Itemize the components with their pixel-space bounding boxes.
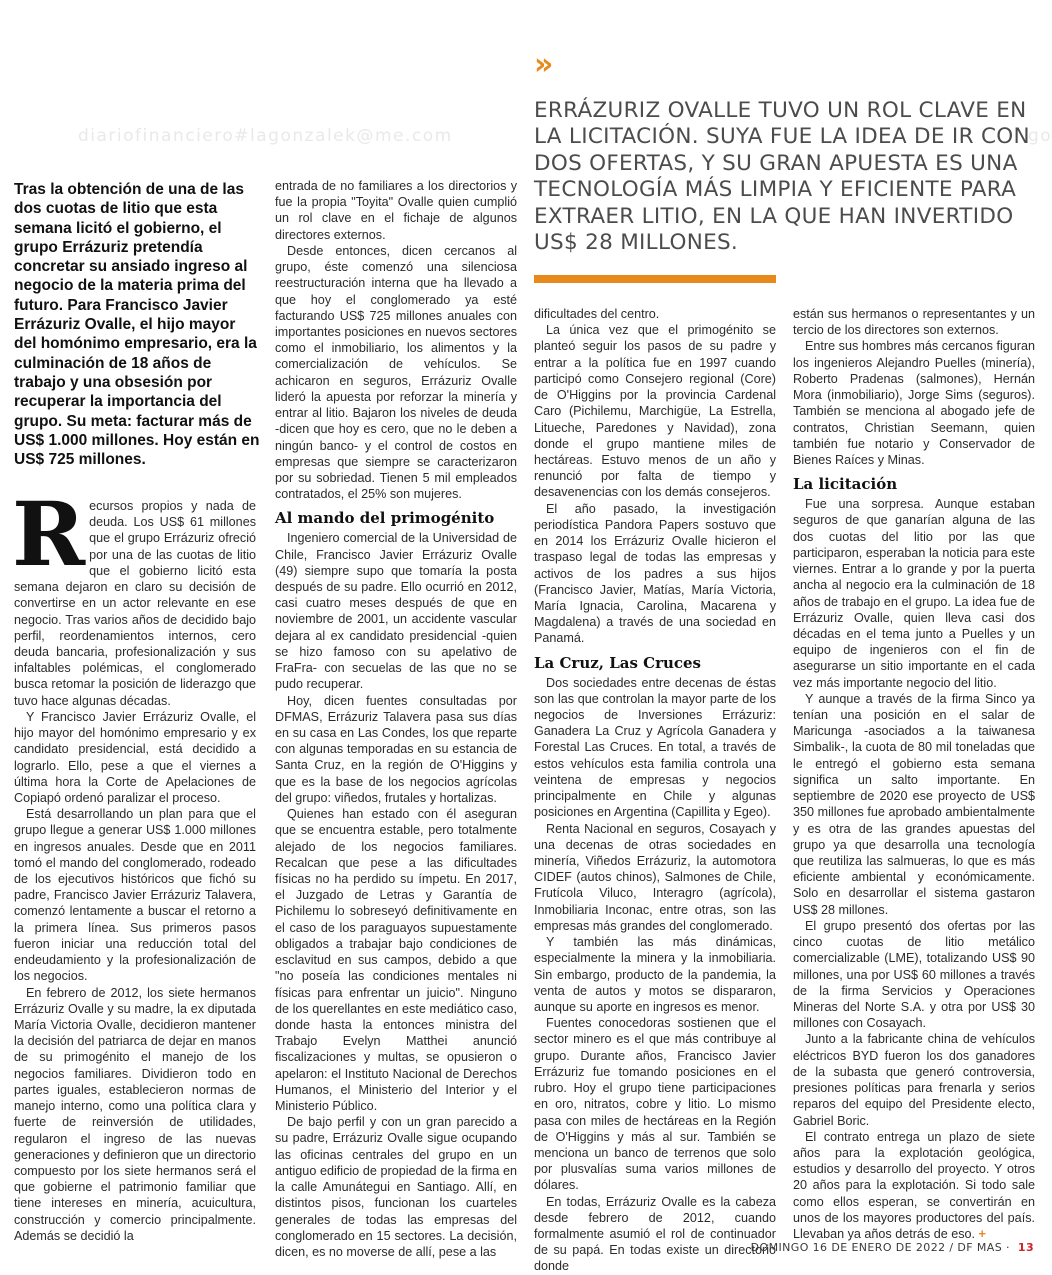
section-heading: La licitación: [793, 475, 898, 494]
paragraph: En todas, Errázuriz Ovalle es la cabeza desde febrero de 2012, cuando formalmente asumió el rol de continuador de su papá. En todas existe un directorio donde: [534, 1194, 776, 1274]
article-column-4: [793, 306, 1035, 1242]
paragraph: Y también las más dinámicas, especialmente la minera y la inmobiliaria. Sin embargo, producto de la pandemia, la venta de autos y motos se dispararon, aunque su aporte en ingresos es menor.: [534, 935, 776, 1014]
paragraph: Ingeniero comercial de la Universidad de Chile, Francisco Javier Errázuriz Ovalle (49) siempre supo que tomaría la posta después de su padre. Ello ocurrió en 2012, casi cuatro meses después de que en noviembre de 2001, un accidente vascular dejara al ex candidato presidencial -quien se hizo famoso con su apelativo de FraFra- con secuelas de las que no se pudo recuperar.: [275, 531, 517, 692]
paragraph: Fuentes conocedoras sostienen que el sector minero es el que más contribuye al grupo. Durante años, Francisco Javier Errázuriz fue tomando posiciones en el rubro. Hoy el grupo tiene participaciones en oro, nitratos, cobre y litio. Lo mismo pasa con miles de hectáreas en la Región de O'Higgins y más al sur. También se menciona un banco de terrenos que solo por plusvalías suma varios millones de dólares.: [534, 1016, 776, 1193]
paragraph: Junto a la fabricante china de vehículos eléctricos BYD fueron los dos ganadores de la subasta que generó controversia, presiones políticas para frenarla y serios reparos del equipo del Presidente electo, Gabriel Boric.: [793, 1032, 1035, 1128]
page-footer: [751, 1241, 1034, 1254]
watermark: diariofinanciero#lagonzalek@me.com: [78, 126, 453, 146]
paragraph-text: ecursos propios y nada de deuda. Los US$ 61 millones que el grupo Errázuriz ofreció por una de las cuotas de litio que el gobierno licitó esta semana dejaron en claro su decisión de convertirse en un actor relevante en ese negocio. Tras varios años de decidido bajo perfil, reordenamientos internos, cero deuda bancaria, profesionalización y sus infaltables polémicas, el conglomerado busca retomar la posición de liderazgo que tuvo hace algunas décadas.: [14, 499, 256, 708]
double-chevron-icon: »: [534, 47, 548, 82]
paragraph: están sus hermanos o representantes y un tercio de los directores son externos.: [793, 307, 1035, 338]
paragraph: Quienes han estado con él aseguran que se encuentra estable, pero totalmente alejado de los negocios familiares. Recalcan que pese a las dificultades físicas no ha perdido su ímpetu. En 2017, el Juzgado de Letras y Garantía de Pichilemu lo sobreseyó definitivamente en el caso de los paraguayos supuestamente obligados a trabajar bajo condiciones de esclavitud en sus campos, debido a que "no poseía las condiciones mentales ni físicas para enfrentar un juicio". Ninguno de los querellantes en este mediático caso, donde hasta la entonces ministra del Trabajo Evelyn Matthei anunció fiscalizaciones y multas, se opusieron o apelaron: el Instituto Nacional de Derechos Humanos, el Ministerio del Interior y el Ministerio Público.: [275, 807, 517, 1114]
paragraph: Y Francisco Javier Errázuriz Ovalle, el hijo mayor del homónimo empresario y ex candidato presidencial, está decidido a lograrlo. Ello, pese a que el viernes a última hora la Corte de Apelaciones de Copiapó ordenó paralizar el proceso.: [14, 709, 256, 805]
watermark-fragment: go: [1028, 126, 1052, 146]
paragraph: Hoy, dicen fuentes consultadas por DFMAS, Errázuriz Talavera pasa sus días en su casa en Las Condes, los que reparte con algunas temporadas en su estancia de Santa Cruz, en la región de O'Higgins y que es la base de los negocios agrícolas del grupo: viñedos, frutales y hortalizas.: [275, 693, 517, 805]
pull-quote-bar: [534, 275, 776, 283]
paragraph: entrada de no familiares a los directorios y fue la propia "Toyita" Ovalle quien cumplió un rol clave en el fichaje de algunos directores externos.: [275, 179, 517, 242]
article-column-3: [534, 306, 776, 1274]
paragraph: [793, 1129, 1035, 1243]
paragraph: Entre sus hombres más cercanos figuran los ingenieros Alejandro Puelles (minería), Roberto Pradenas (salmones), Hernán Mora (inmobiliario), Jorge Sims (seguros). También se menciona al abogado jefe de contratos, Christian Seemann, quien también fue notario y Conservador de Bienes Raíces y Minas.: [793, 339, 1035, 467]
drop-cap: R: [12, 482, 86, 586]
section-heading: Al mando del primogénito: [275, 509, 495, 528]
paragraph: Y aunque a través de la firma Sinco ya tenían una posición en el salar de Maricunga -asociados a la taiwanesa Simbalik-, la cuota de 80 mil toneladas que le entregó el gobierno esta semana significa un salto importante. En septiembre de 2020 ese proyecto de US$ 350 millones fue aprobado ambientalmente y es otra de las grandes apuestas del grupo ya que desarrolla una tecnología que reutiliza las salmueras, lo que es más eficiente ambiental y económicamente. Solo en desarrollar el sistema gastaron US$ 28 millones.: [793, 691, 1035, 917]
paragraph: dificultades del centro.: [534, 307, 660, 321]
pull-quote: ERRÁZURIZ OVALLE TUVO UN ROL CLAVE EN LA LICITACIÓN. SUYA FUE LA IDEA DE IR CON DOS OFERTAS, Y SU GRAN APUESTA ES UNA TECNOLOGÍA MÁS LIMPIA Y EFICIENTE PARA EXTRAER LITIO, EN LA QUE HAN INVERTIDO US$ 28 MILLONES.: [534, 98, 1030, 256]
paragraph: Fue una sorpresa. Aunque estaban seguros de que ganarían alguna de las dos cuotas del litio por las que participaron, esperaban la noticia para este viernes. Entrar a lo grande y por la puerta ancha al negocio era la culminación de 18 años de trabajo en el grupo. La idea fue de Errázuriz Ovalle, quien lleva casi dos décadas en el tema junto a Puelles y un equipo de ingenieros con el fin de asegurarse un sitio importante en el cada vez más importante negocio del litio.: [793, 497, 1035, 690]
page-number: 13: [1017, 1241, 1034, 1254]
paragraph: Desde entonces, dicen cercanos al grupo, éste comenzó una silenciosa reestructuración interna que ha llevado a que hoy el conglomerado ya esté facturando US$ 725 millones anuales con importantes posiciones en nuevos sectores como el inmobiliario, los alimentos y la comercialización de vehículos. Se achicaron en seguros, Errázuriz Ovalle lideró la apuesta por reforzar la minería y entrar al litio. Bajaron los niveles de deuda -dicen que hoy es cero, que no le deben a ningún banco- y el control de costos en empresas que siempre se caracterizaron por su sobriedad. Tienen 5 mil empleados contratados, el 25% son mujeres.: [275, 243, 517, 502]
paragraph: La única vez que el primogénito se planteó seguir los pasos de su padre y entrar a la política fue en 1997 cuando participó como Consejero regional (Core) de O'Higgins por la provincia Cardenal Caro (Pichilemu, Marchigüe, La Estrella, Litueche, Paredones y Navidad), zona donde el grupo mantiene miles de hectáreas. Estuvo menos de un año y renunció por falta de tiempo y desavenencias con los demás consejeros.: [534, 323, 776, 500]
lead-paragraph: Tras la obtención de una de las dos cuotas de litio que esta semana licitó el gobierno, el grupo Errázuriz pretendía concretar su ansiado ingreso al negocio de la materia prima del futuro. Para Francisco Javier Errázuriz Ovalle, el hijo mayor del homónimo empresario, era la culminación de 18 años de trabajo y una obsesión por recuperar la importancia del grupo. Su meta: facturar más de US$ 1.000 millones. Hoy están en US$ 725 millones.: [14, 181, 260, 469]
paragraph: Dos sociedades entre decenas de éstas son las que controlan la mayor parte de los negocios de Inversiones Errázuriz: Ganadera La Cruz y Agrícola Ganadera y Forestal Las Cruces. En total, a través de estos vehículos esta familia controla una veintena de empresas y negocios principalmente en Chile y algunas posiciones en Argentina (Capillita y Egeo).: [534, 675, 776, 820]
paragraph-text: El contrato entrega un plazo de siete años para la explotación geológica, estudios y desarrollo del proyecto. Y otros 20 años para la explotación. Si todo sale como ellos esperan, se convertirán en unos de los mayores productores del país. Llevaban ya años detrás de eso.: [793, 1129, 1035, 1242]
paragraph: En febrero de 2012, los siete hermanos Errázuriz Ovalle y su madre, la ex diputada María Victoria Ovalle, decidieron mantener la decisión del patriarca de dejar en manos de su primogénito el manejo de los negocios familiares. Dividieron todo en partes iguales, establecieron normas de manejo interno, como una política clara y fuerte de reinversión de utilidades, regularon el ingreso de las nuevas generaciones y definieron que un directorio compuesto por los siete hermanos será el que gobierne el patrimonio familiar que tiene intereses en minería, acuicultura, construcción y comercio principalmente. Además se decidió la: [14, 985, 256, 1243]
section-heading: La Cruz, Las Cruces: [534, 653, 701, 672]
paragraph: Está desarrollando un plan para que el grupo llegue a generar US$ 1.000 millones en ingresos anuales. Desde que en 2011 tomó el mando del conglomerado, rodeado de los ejecutivos históricos que fichó su padre, Francisco Javier Errázuriz Talavera, comenzó lentamente a buscar el retorno a la primera línea. Sus primeros pasos fueron iniciar una reducción total del endeudamiento y la profesionalización de los negocios.: [14, 807, 256, 984]
paragraph: Renta Nacional en seguros, Cosayach y una decenas de otras sociedades en minería, Viñedos Errázuriz, la automotora CIDEF (autos chinos), Salmones de Chile, Frutícola Viluco, Interagro (agrícola), Inmobiliaria Inconac, entre otras, son las empresas más grandes del conglomerado.: [534, 821, 776, 933]
paragraph: [12, 482, 256, 709]
footer-date: DOMINGO 16 DE ENERO DE 2022 / DF MAS ·: [750, 1241, 1010, 1254]
paragraph: El año pasado, la investigación periodística Pandora Papers sostuvo que en 2014 los Errázuriz Ovalle hicieron el traspaso legal de todas las empresas y activos de los padres a sus hijos (Francisco Javier, Matías, María Victoria, María Ignacia, Carolina, Macarena y Magdalena) a través de una sociedad en Panamá.: [534, 501, 776, 646]
paragraph: El grupo presentó dos ofertas por las cinco cuotas de litio metálico comercializable (LME), totalizando US$ 90 millones, una por US$ 60 millones a través de la firma Servicios y Operaciones Mineras del Norte S.A. y otra por US$ 30 millones con Cosayach.: [793, 918, 1035, 1031]
article-column-1: [12, 482, 256, 1243]
end-mark-icon: +: [978, 1227, 986, 1242]
paragraph: De bajo perfil y con un gran parecido a su padre, Errázuriz Ovalle sigue ocupando las oficinas centrales del grupo en un antiguo edificio de propiedad de la firma en la calle Amunátegui en Santiago. Allí, en distintos pisos, funcionan los cuarteles generales de todas las empresas del conglomerado en 15 sectores. La decisión, dicen, es no moverse de allí, pese a las: [275, 1115, 517, 1259]
article-column-2: [275, 178, 517, 1259]
